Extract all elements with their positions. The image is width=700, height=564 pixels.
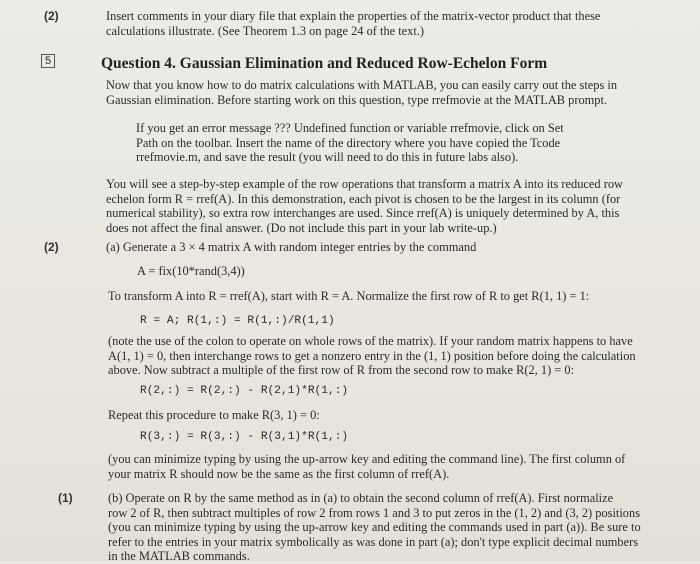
points-marker-part-b: (1) [58, 491, 73, 505]
question-title: Question 4. Gaussian Elimination and Reduced Row-Echelon Form [101, 55, 548, 72]
part-b-line-5: in the MATLAB commands. [108, 549, 250, 564]
points-marker-top: (2) [44, 9, 59, 23]
step-line-2: echelon form R = rref(A). In this demonstration, each pivot is chosen to be the largest in its column (for [106, 191, 621, 206]
step-line-3: numerical stability), so extra row interchanges are used. Since rref(A) is uniquely determined by A, this [106, 206, 620, 221]
intro-line-1: Now that you know how to do matrix calculations with MATLAB, you can easily carry out the steps in [106, 78, 618, 92]
command-eliminate-row-2: R(2,:) = R(2,:) - R(2,1)*R(1,:) [140, 385, 349, 397]
part-a-t2-line-1: (note the use of the colon to operate on whole rows of the matrix). If your random matrix happens to have [108, 334, 633, 348]
step-line-4: does not affect the final answer. (Do not include this part in your lab write-up.) [106, 220, 497, 235]
part-a-text-2 [108, 334, 696, 378]
part-b-line-2: row 2 of R, then subtract multiples of row 2 from rows 1 and 3 to put zeros in the (1, 2) and (3, 2) positions [108, 505, 641, 520]
step-line-1: You will see a step-by-step example of the row operations that transform a matrix A into its reduced row [106, 177, 623, 191]
intro-paragraph [106, 78, 696, 107]
part-a-t4-line-2: your matrix R should now be the same as the first column of rref(A). [108, 466, 450, 481]
part-a-text-4 [108, 452, 696, 481]
note-line-2: Path on the toolbar. Insert the name of the directory where you have copied the Tcode [136, 135, 561, 150]
part-a-text-1: To transform A into R = rref(A), start with R = A. Normalize the first row of R to get R(1, 1) = 1: [108, 289, 590, 303]
top-paragraph [106, 9, 696, 38]
top-line-1: Insert comments in your diary file that explain the properties of the matrix-vector product that these [106, 9, 601, 23]
part-a-t2-line-2: A(1, 1) = 0, then interchange rows to get a nonzero entry in the (1, 1) position before doing the calculation [108, 348, 636, 363]
part-b-paragraph [108, 491, 696, 564]
part-a-t2-line-3: above. Now subtract a multiple of the first row of R from the second row to make R(2, 1) = 0: [108, 363, 575, 378]
command-generate-matrix: A = fix(10*rand(3,4)) [137, 264, 245, 278]
part-a-text-3: Repeat this procedure to make R(3, 1) = 0: [108, 408, 320, 422]
demonstration-paragraph [106, 177, 696, 235]
error-note-paragraph [136, 121, 692, 165]
command-eliminate-row-3: R(3,:) = R(3,:) - R(3,1)*R(1,:) [140, 431, 349, 443]
note-line-1: If you get an error message ??? Undefined function or variable rrefmovie, click on Set [136, 121, 564, 135]
part-b-line-1: (b) Operate on R by the same method as in (a) to obtain the second column of rref(A). First normalize [108, 491, 614, 505]
part-a-t4-line-1: (you can minimize typing by using the up-arrow key and editing the command line). The first column of [108, 452, 626, 466]
command-normalize-row-1: R = A; R(1,:) = R(1,:)/R(1,1) [140, 315, 335, 327]
intro-line-2: Gaussian elimination. Before starting work on this question, type rrefmovie at the MATLAB prompt. [106, 92, 608, 107]
part-b-line-4: refer to the entries in your matrix symbolically as was done in part (a); don't type explicit decimal numbers [108, 534, 639, 549]
note-line-3: rrefmovie.m, and save the result (you will need to do this in future labs also). [136, 150, 519, 165]
points-marker-part-a: (2) [44, 240, 59, 254]
part-b-line-3: (you can minimize typing by using the up-arrow key and editing the commands used in part (a)). Be sure to [108, 520, 641, 535]
question-number-box: 5 [41, 54, 55, 68]
part-a-heading: (a) Generate a 3 × 4 matrix A with random integer entries by the command [106, 240, 477, 254]
top-line-2: calculations illustrate. (See Theorem 1.3 on page 24 of the text.) [106, 23, 425, 38]
